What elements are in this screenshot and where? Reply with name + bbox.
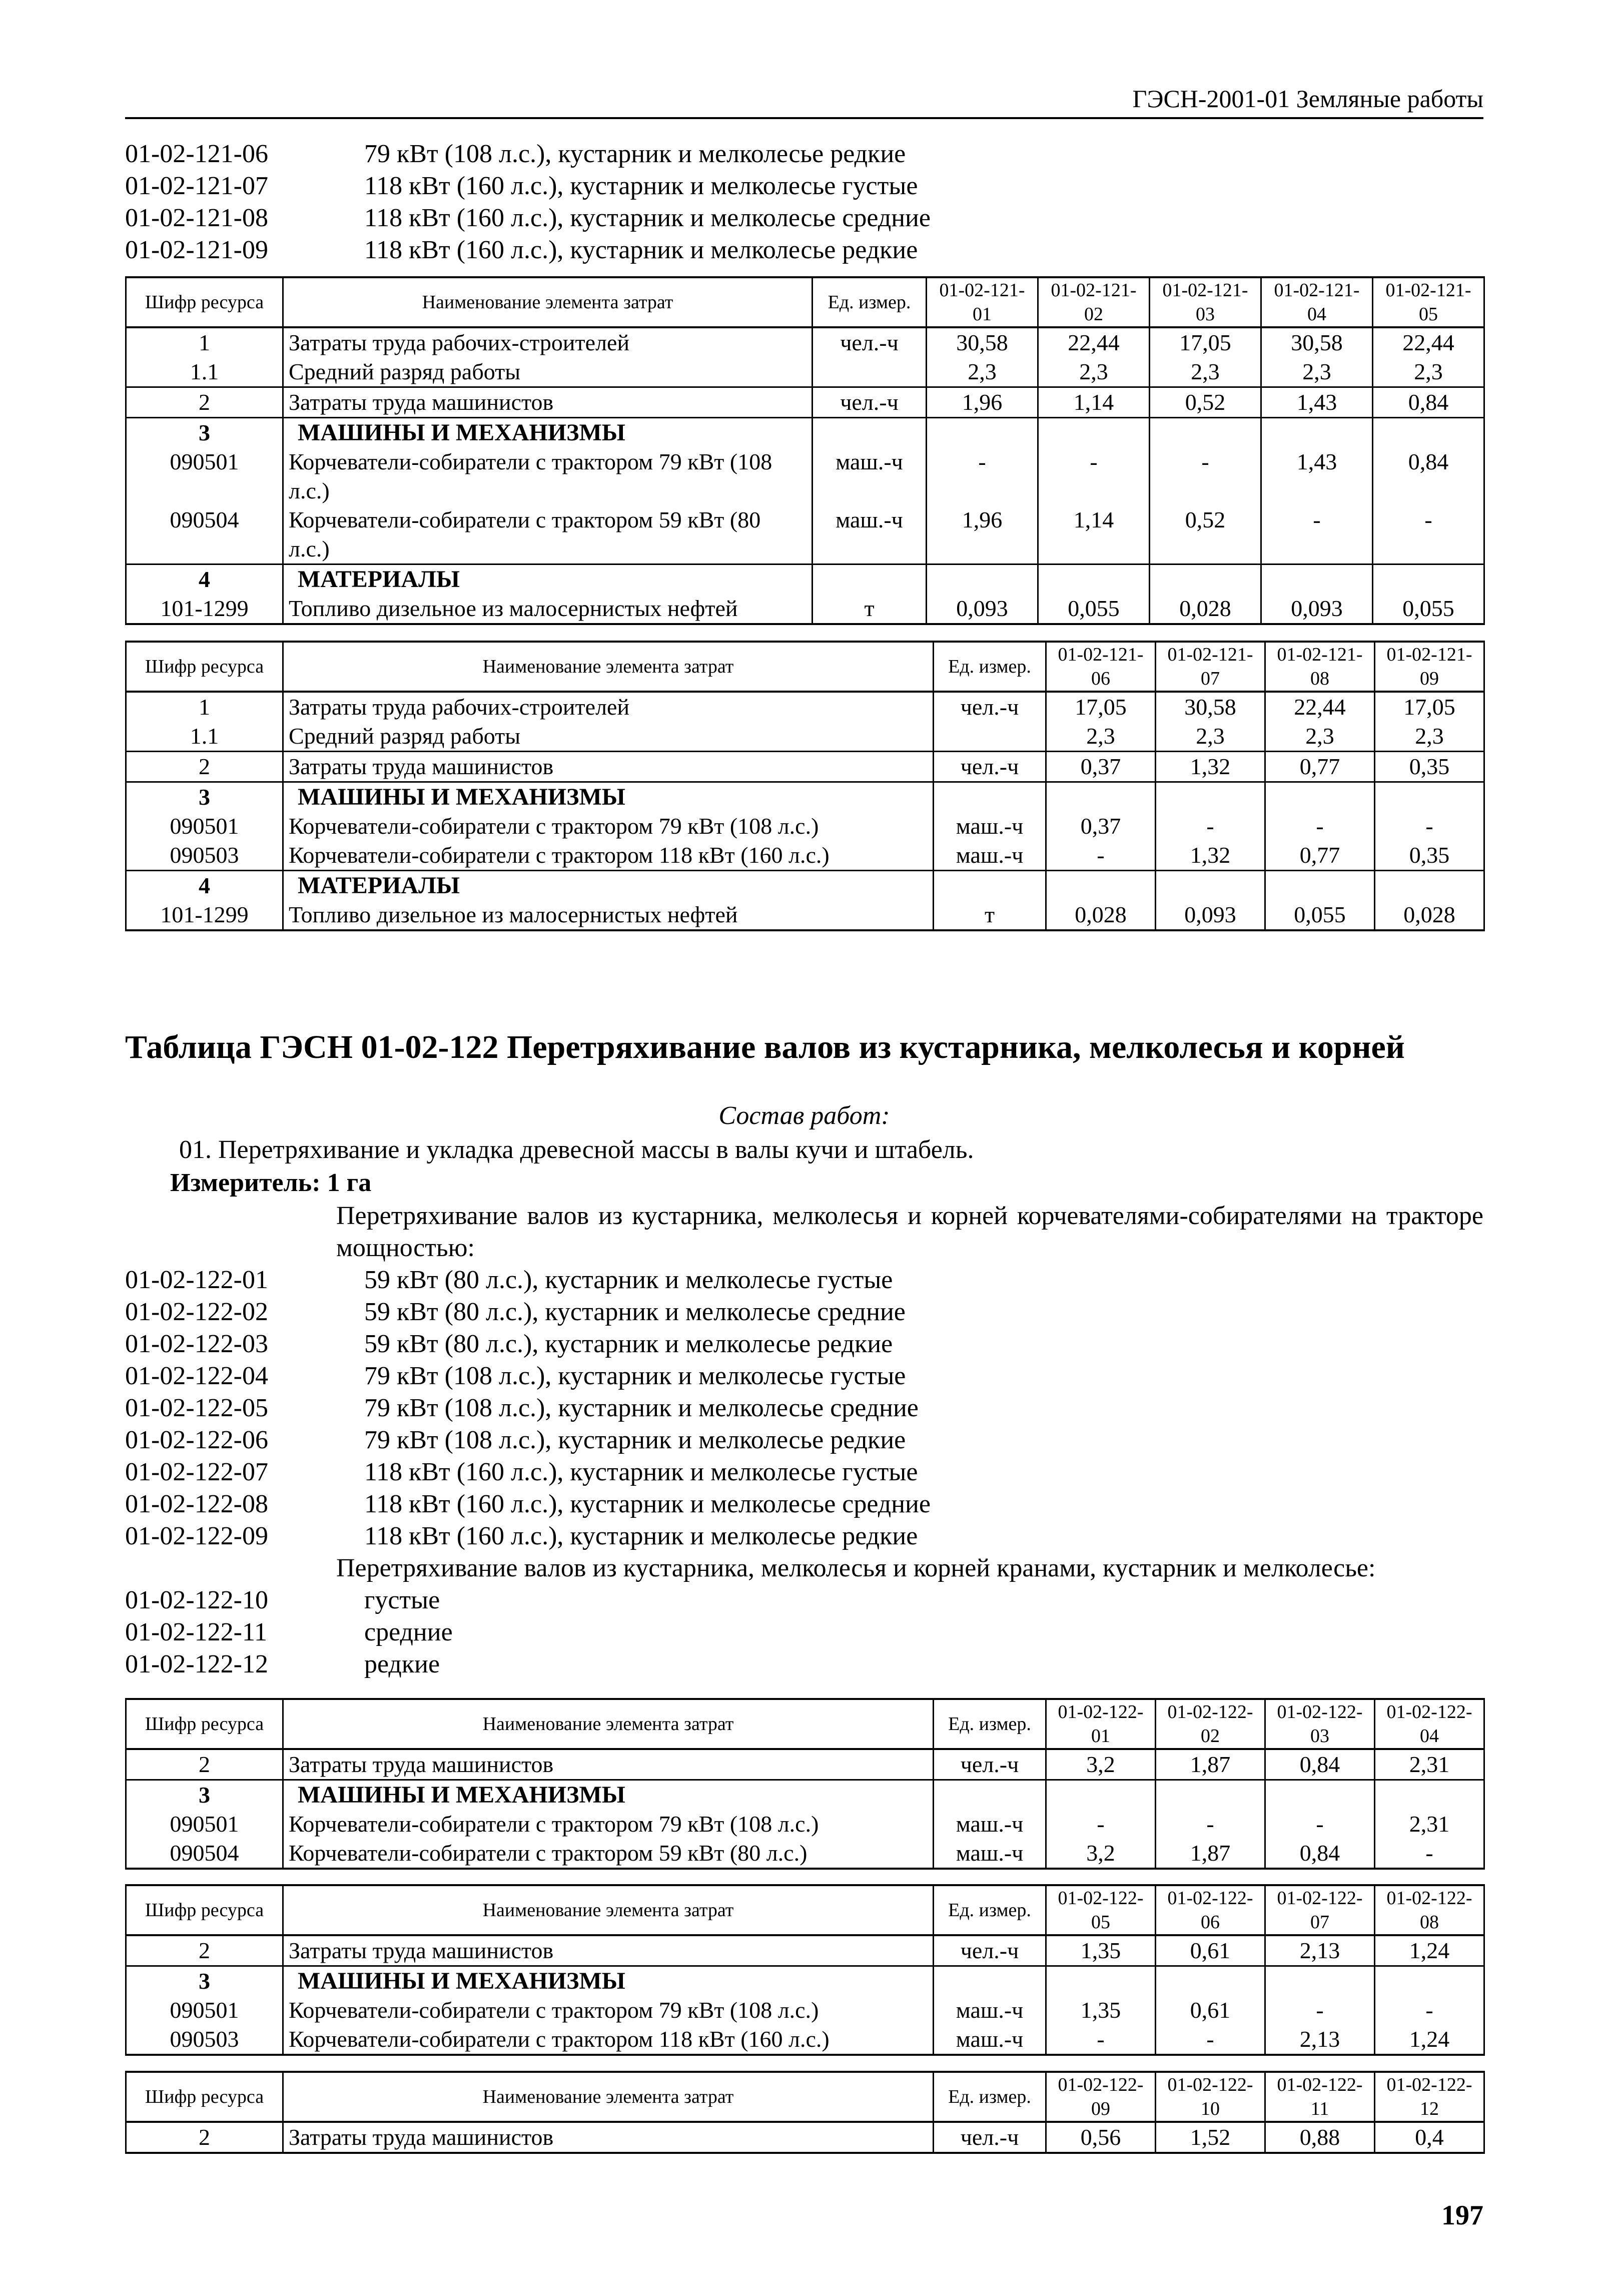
table-row: 4 МАТЕРИАЛЫ: [126, 871, 1484, 901]
code-line: 01-02-122-06 79 кВт (108 л.с.), кустарник и мелколесье редкие: [125, 1426, 906, 1454]
code-line: 01-02-122-01 59 кВт (80 л.с.), кустарник и мелколесье густые: [125, 1266, 893, 1294]
resource-table-122-01-04: [125, 1698, 1485, 1870]
table-row: 2 Затраты труда машинистов чел.-ч 0,37 1,32 0,77 0,35: [126, 752, 1484, 782]
code-line: 01-02-122-02 59 кВт (80 л.с.), кустарник и мелколесье средние: [125, 1298, 906, 1326]
table-row: 090503 Корчеватели-собиратели с трактором 118 кВт (160 л.с.) маш.-ч - 1,32 0,77 0,35: [126, 841, 1484, 871]
code-line: 01-02-122-03 59 кВт (80 л.с.), кустарник и мелколесье редкие: [125, 1330, 893, 1358]
table-row: 090504 Корчеватели-собиратели с трактором 59 кВт (80 л.с.) маш.-ч 1,96 1,14 0,52 - -: [126, 505, 1484, 564]
table-row: 4 МАТЕРИАЛЫ: [126, 564, 1484, 595]
table-header-row: Шифр ресурса Наименование элемента затрат Ед. измер. 01-02-122-01 01-02-122-02 01-02-122-03 01-02-122-04: [126, 1699, 1484, 1749]
work-composition-label: Состав работ:: [718, 1101, 890, 1130]
table-row: 090504 Корчеватели-собиратели с трактором 59 кВт (80 л.с.) маш.-ч 3,2 1,87 0,84 -: [126, 1839, 1484, 1869]
table-row: 1 Затраты труда рабочих-строителей чел.-ч 30,58 22,44 17,05 30,58 22,44: [126, 327, 1484, 357]
table-row: 2 Затраты труда машинистов чел.-ч 1,35 0,61 2,13 1,24: [126, 1935, 1484, 1966]
code-line: 01-02-121-09 118 кВт (160 л.с.), кустарник и мелколесье редкие: [125, 236, 918, 264]
code-line: 01-02-122-12 редкие: [125, 1650, 440, 1678]
resource-table-121-06-09: [125, 641, 1485, 931]
code-line: 01-02-122-09 118 кВт (160 л.с.), кустарник и мелколесье редкие: [125, 1522, 918, 1550]
code-line: 01-02-121-06 79 кВт (108 л.с.), кустарник и мелколесье редкие: [125, 140, 906, 168]
section-title: Таблица ГЭСН 01-02-122 Перетряхивание валов из кустарника, мелколесья и корней: [125, 1029, 1405, 1065]
table-header-row: Шифр ресурса Наименование элемента затрат Ед. измер. 01-02-121-06 01-02-121-07 01-02-121-08 01-02-121-09: [126, 642, 1484, 692]
table-header-row: Шифр ресурса Наименование элемента затрат Ед. измер. 01-02-122-05 01-02-122-06 01-02-122-07 01-02-122-08: [126, 1885, 1484, 1935]
table-header-row: Шифр ресурса Наименование элемента затрат Ед. измер. 01-02-122-09 01-02-122-10 01-02-122-11 01-02-122-12: [126, 2072, 1484, 2122]
table-row: 3 МАШИНЫ И МЕХАНИЗМЫ: [126, 1966, 1484, 1996]
code-line: 01-02-122-08 118 кВт (160 л.с.), кустарник и мелколесье средние: [125, 1490, 931, 1518]
table-row: 101-1299 Топливо дизельное из малосернистых нефтей т 0,093 0,055 0,028 0,093 0,055: [126, 594, 1484, 624]
code-line: 01-02-122-07 118 кВт (160 л.с.), кустарник и мелколесье густые: [125, 1458, 918, 1486]
table-row: 090501 Корчеватели-собиратели с трактором 79 кВт (108 л.с.) маш.-ч - - - 2,31: [126, 1810, 1484, 1839]
top-code-list: [125, 138, 1483, 266]
resource-table-121-01-05: [125, 276, 1485, 625]
code-line: 01-02-122-04 79 кВт (108 л.с.), кустарник и мелколесье густые: [125, 1362, 906, 1390]
resource-table-122-09-12: [125, 2071, 1485, 2154]
table-row: 090501 Корчеватели-собиратели с трактором 79 кВт (108 л.с.) маш.-ч 1,35 0,61 - -: [126, 1996, 1484, 2025]
page-number: 197: [1441, 2200, 1483, 2231]
table-row: 1.1 Средний разряд работы 2,3 2,3 2,3 2,3 2,3: [126, 357, 1484, 387]
work-item: 01. Перетряхивание и укладка древесной массы в валы кучи и штабель.: [179, 1135, 974, 1164]
header-title: ГЭСН-2001-01 Земляные работы: [1132, 85, 1483, 113]
intro-text: Перетряхивание валов из кустарника, мелколесья и корней корчевателями-собирателями на тракторе мощностью:: [336, 1202, 1483, 1262]
code-line: 01-02-121-07 118 кВт (160 л.с.), кустарник и мелколесье густые: [125, 172, 918, 200]
table-row: 090503 Корчеватели-собиратели с трактором 118 кВт (160 л.с.) маш.-ч - - 2,13 1,24: [126, 2025, 1484, 2055]
table-row: 1.1 Средний разряд работы 2,3 2,3 2,3 2,3: [126, 722, 1484, 752]
table-row: 1 Затраты труда рабочих-строителей чел.-ч 17,05 30,58 22,44 17,05: [126, 692, 1484, 722]
table-row: 3 МАШИНЫ И МЕХАНИЗМЫ: [126, 782, 1484, 812]
table-row: 090501 Корчеватели-собиратели с трактором 79 кВт (108 л.с.) маш.-ч - - - 1,43 0,84: [126, 447, 1484, 505]
table-header-row: Шифр ресурса Наименование элемента затрат Ед. измер. 01-02-121-01 01-02-121-02 01-02-121-03 01-02-121-04 01-02-121-05: [126, 277, 1484, 327]
table-row: 3 МАШИНЫ И МЕХАНИЗМЫ: [126, 418, 1484, 448]
code-line: 01-02-122-11 средние: [125, 1618, 453, 1646]
section-code-list: [125, 1200, 1483, 1680]
code-line: 01-02-122-10 густые: [125, 1586, 440, 1614]
unit-of-measure: Измеритель: 1 га: [170, 1169, 372, 1197]
code-line: 01-02-121-08 118 кВт (160 л.с.), кустарник и мелколесье средние: [125, 204, 931, 232]
code-line: 01-02-122-05 79 кВт (108 л.с.), кустарник и мелколесье средние: [125, 1394, 919, 1422]
resource-table-122-05-08: [125, 1884, 1485, 2056]
running-header: [125, 75, 1483, 119]
table-row: 2 Затраты труда машинистов чел.-ч 0,56 1,52 0,88 0,4: [126, 2122, 1484, 2153]
table-row: 3 МАШИНЫ И МЕХАНИЗМЫ: [126, 1780, 1484, 1810]
intro-text: Перетряхивание валов из кустарника, мелколесья и корней кранами, кустарник и мелколесье:: [336, 1554, 1376, 1582]
table-row: 2 Затраты труда машинистов чел.-ч 3,2 1,87 0,84 2,31: [126, 1749, 1484, 1780]
table-row: 090501 Корчеватели-собиратели с трактором 79 кВт (108 л.с.) маш.-ч 0,37 - - -: [126, 812, 1484, 841]
table-row: 101-1299 Топливо дизельное из малосернистых нефтей т 0,028 0,093 0,055 0,028: [126, 900, 1484, 930]
table-row: 2 Затраты труда машинистов чел.-ч 1,96 1,14 0,52 1,43 0,84: [126, 387, 1484, 418]
